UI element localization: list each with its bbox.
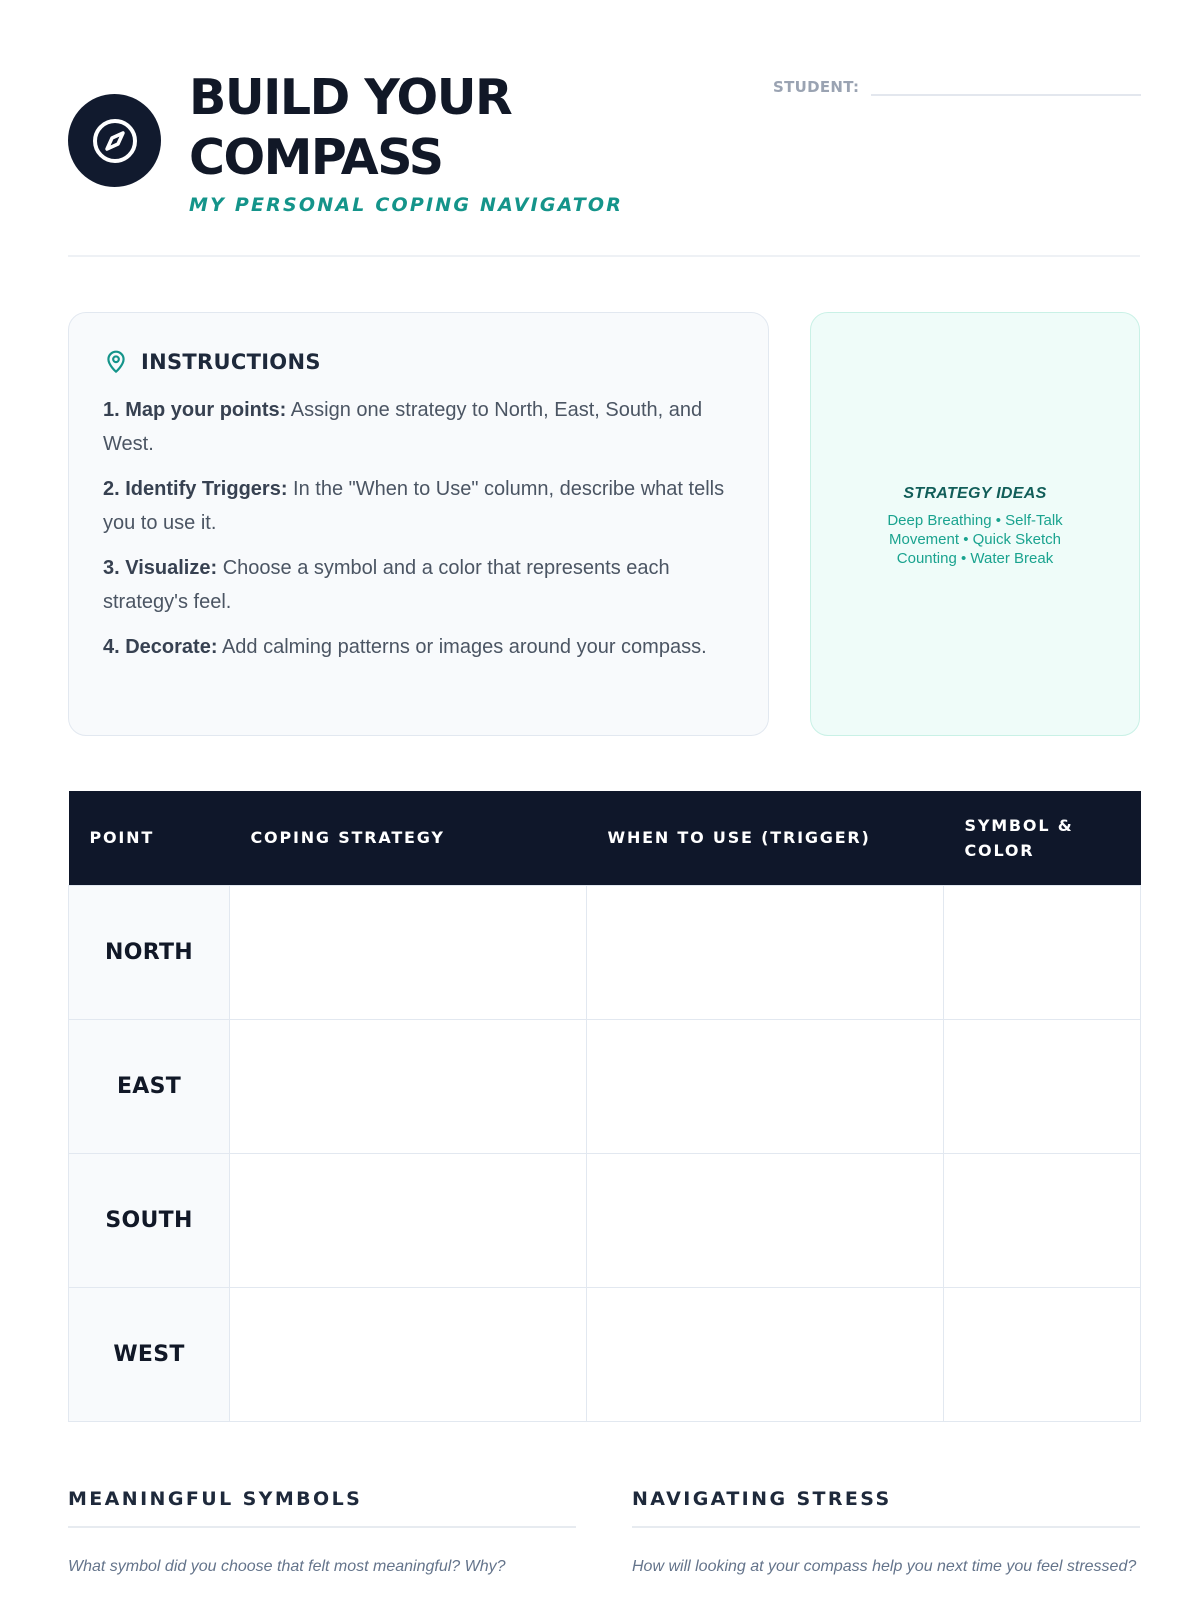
table-row (69, 1019, 1141, 1153)
strategy-ideas-panel (810, 312, 1140, 736)
trigger-cell-west[interactable] (587, 1287, 944, 1421)
instruction-lead: 1. Map your points: (103, 399, 287, 421)
symbol-cell-north[interactable] (944, 885, 1141, 1019)
instruction-lead: 3. Visualize: (103, 557, 218, 579)
trigger-cell-east[interactable] (587, 1019, 944, 1153)
strategy-ideas-line: Deep Breathing • Self-Talk (887, 511, 1063, 529)
page-title: BUILD YOUR COMPASS (189, 69, 512, 186)
strategy-cell-east[interactable] (230, 1019, 587, 1153)
instruction-lead: 4. Decorate: (103, 636, 218, 658)
table-row (69, 885, 1141, 1019)
meaningful-symbols-title: MEANINGFUL SYMBOLS (68, 1488, 576, 1528)
instruction-item (103, 551, 734, 619)
map-pin-icon (103, 349, 129, 375)
point-label-east: EAST (69, 1019, 230, 1153)
instructions-title: INSTRUCTIONS (141, 350, 321, 374)
instructions-panel (68, 312, 769, 736)
table-header-row (69, 791, 1141, 885)
strategy-cell-west[interactable] (230, 1287, 587, 1421)
page-subtitle: MY PERSONAL COPING NAVIGATOR (189, 194, 624, 216)
symbol-cell-south[interactable] (944, 1153, 1141, 1287)
instructions-heading (103, 349, 734, 375)
student-name-line[interactable] (871, 74, 1141, 96)
instruction-item (103, 472, 734, 540)
trigger-cell-south[interactable] (587, 1153, 944, 1287)
meaningful-symbols-section (68, 1488, 576, 1579)
strategy-cell-north[interactable] (230, 885, 587, 1019)
symbol-cell-west[interactable] (944, 1287, 1141, 1421)
header-divider (68, 255, 1140, 257)
navigating-stress-section (632, 1488, 1140, 1579)
strategy-ideas-line: Counting • Water Break (896, 549, 1054, 567)
column-header-point: POINT (69, 791, 230, 885)
strategy-cell-south[interactable] (230, 1153, 587, 1287)
instruction-item (103, 393, 734, 461)
instruction-item (103, 630, 734, 664)
instruction-text: Assign one strategy to North, East, South, and West. (103, 399, 703, 455)
strategy-ideas-title: STRATEGY IDEAS (903, 484, 1047, 502)
navigating-stress-title: NAVIGATING STRESS (632, 1488, 1140, 1528)
student-label: STUDENT: (773, 78, 860, 96)
trigger-cell-north[interactable] (587, 885, 944, 1019)
instruction-text: Choose a symbol and a color that represents each strategy's feel. (103, 557, 670, 613)
title-block (189, 68, 623, 216)
point-label-west: WEST (69, 1287, 230, 1421)
compass-logo (68, 94, 161, 187)
student-name-field (773, 74, 1141, 96)
column-header-when-to-use: WHEN TO USE (TRIGGER) (587, 791, 944, 885)
instruction-lead: 2. Identify Triggers: (103, 478, 288, 500)
column-header-symbol-color: SYMBOL & COLOR (944, 791, 1141, 885)
symbol-cell-east[interactable] (944, 1019, 1141, 1153)
point-label-north: NORTH (69, 885, 230, 1019)
column-header-coping-strategy: COPING STRATEGY (230, 791, 587, 885)
navigating-stress-prompt: How will looking at your compass help you next time you feel stressed? (632, 1558, 1137, 1575)
meaningful-symbols-prompt: What symbol did you choose that felt most meaningful? Why? (68, 1558, 506, 1575)
strategy-ideas-line: Movement • Quick Sketch (889, 530, 1061, 548)
instruction-text: In the "When to Use" column, describe what tells you to use it. (103, 478, 725, 534)
point-label-south: SOUTH (69, 1153, 230, 1287)
compass-table (68, 791, 1140, 1422)
compass-icon (90, 116, 140, 166)
worksheet-header (68, 68, 1140, 258)
table-row (69, 1287, 1141, 1421)
table-row (69, 1153, 1141, 1287)
instruction-text: Add calming patterns or images around your compass. (217, 636, 707, 658)
